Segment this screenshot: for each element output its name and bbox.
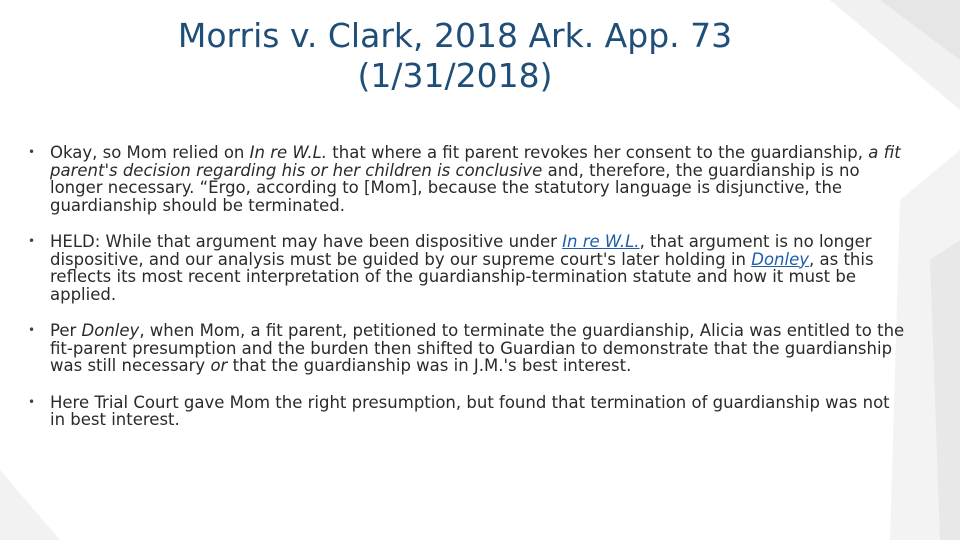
bullet-item-3 <box>28 322 908 375</box>
slide-title <box>130 16 780 96</box>
bullet-text: HELD: While that argument may have been dispositive under <box>50 232 563 251</box>
bullet-item-2 <box>28 233 908 303</box>
bullet-item-1 <box>28 144 908 214</box>
bullet-text: that the guardianship was in J.M.'s best interest. <box>227 356 632 375</box>
quoted-holding-italic: a fit parent's decision regarding his or her children is conclusive <box>50 143 901 180</box>
title-line-2: (1/31/2018) <box>357 56 553 95</box>
bullet-text: , as this reflects its most recent interpretation of the guardianship-termination statute and how it must be applied. <box>50 249 874 304</box>
case-link-in-re-wl[interactable]: In re W.L. <box>562 232 640 251</box>
bullet-text: that where a fit parent revokes her consent to the guardianship, <box>327 143 869 162</box>
bullet-text: Here Trial Court gave Mom the right presumption, but found that termination of guardianship was not in best interest. <box>50 392 890 429</box>
bullet-marker: • <box>28 323 36 337</box>
emphasis-italic: or <box>210 356 228 375</box>
bullet-list <box>28 144 908 448</box>
bullet-text: Okay, so Mom relied on <box>50 143 250 162</box>
bullet-text: , that argument is no longer dispositive, and our analysis must be guided by our supreme court's later holding in <box>50 232 872 269</box>
title-line-1: Morris v. Clark, 2018 Ark. App. 73 <box>177 16 733 55</box>
case-link-donley[interactable]: Donley <box>751 249 810 269</box>
bullet-marker: • <box>28 234 36 248</box>
bullet-item-4 <box>28 394 908 429</box>
bullet-marker: • <box>28 145 36 159</box>
case-name-italic: Donley <box>81 321 140 340</box>
case-name-italic: In re W.L. <box>249 143 328 162</box>
bullet-text: Per <box>50 321 82 340</box>
bullet-text: , when Mom, a fit parent, petitioned to terminate the guardianship, Alicia was entitled to the fit-parent presumption and the burden then shifted to Guardian to demonstrate that the guardianship was still necessary <box>50 321 905 375</box>
bullet-text: and, therefore, the guardianship is no longer necessary. “Ergo, according to [Mom], because the statutory language is disjunctive, the guardianship should be terminated. <box>50 160 860 215</box>
bullet-marker: • <box>28 394 36 409</box>
